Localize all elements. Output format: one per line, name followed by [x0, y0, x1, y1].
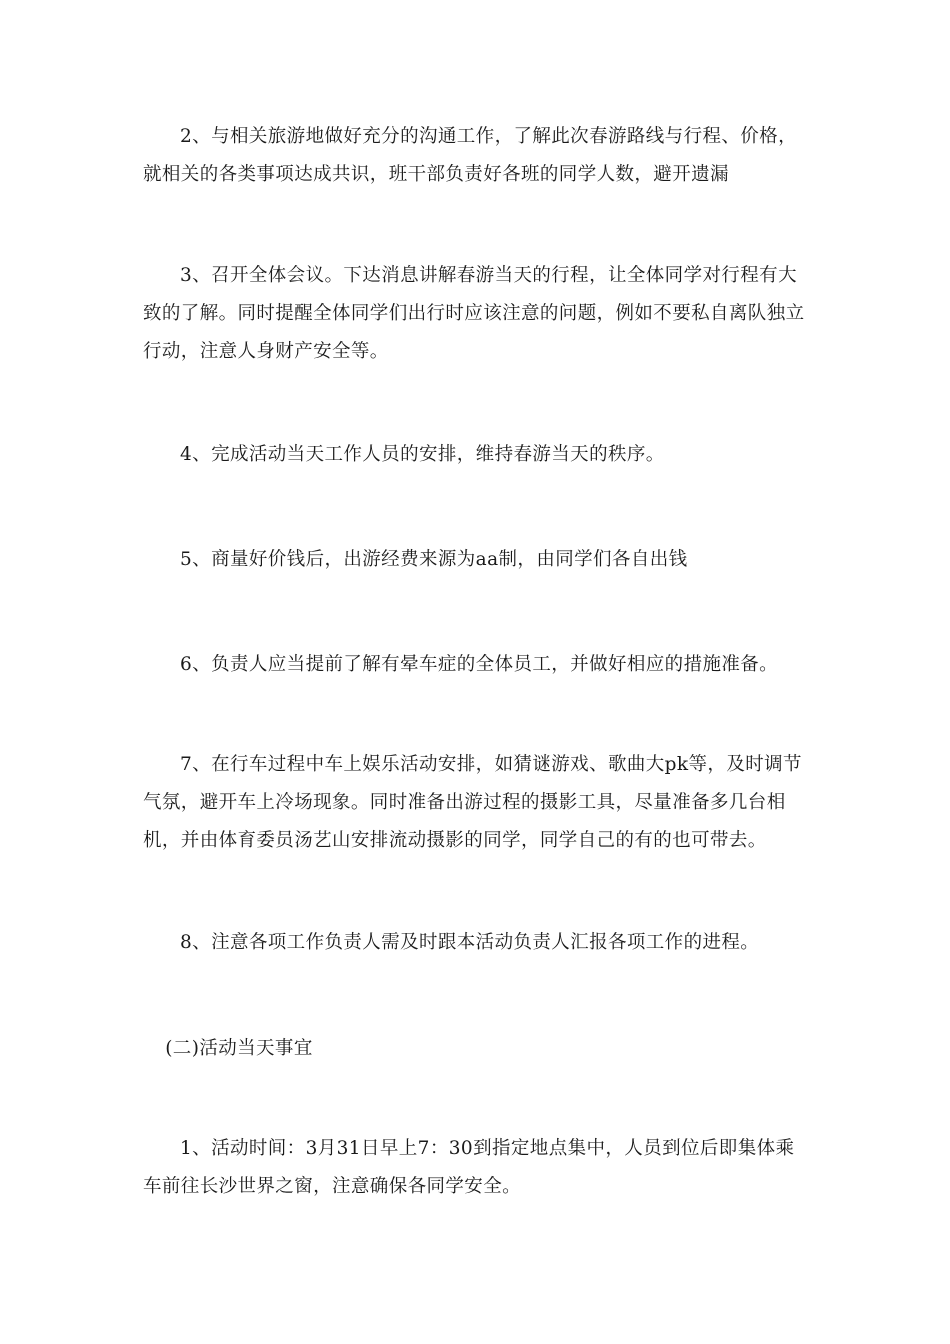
paragraph-item-3: 3、召开全体会议。下达消息讲解春游当天的行程，让全体同学对行程有大致的了解。同时提醒全体同学们出行时应该注意的问题，例如不要私自离队独立行动，注意人身财产安全等。 — [143, 265, 805, 362]
paragraph-item-6: 6、负责人应当提前了解有晕车症的全体员工，并做好相应的措施准备。 — [180, 654, 779, 675]
paragraph-item-7: 7、在行车过程中车上娱乐活动安排，如猜谜游戏、歌曲大pk等，及时调节气氛，避开车上冷场现象。同时准备出游过程的摄影工具，尽量准备多几台相机，并由体育委员汤艺山安排流动摄影的同学，同学自己的有的也可带去。 — [143, 754, 802, 851]
paragraph-item-5: 5、商量好价钱后，出游经费来源为aa制，由同学们各自出钱 — [180, 549, 688, 570]
paragraph-item-4: 4、完成活动当天工作人员的安排，维持春游当天的秩序。 — [180, 444, 665, 465]
paragraph-item-8: 8、注意各项工作负责人需及时跟本活动负责人汇报各项工作的进程。 — [180, 932, 760, 953]
paragraph-item-2: 2、与相关旅游地做好充分的沟通工作，了解此次春游路线与行程、价格，就相关的各类事项达成共识，班干部负责好各班的同学人数，避开遗漏 — [143, 126, 797, 185]
section-heading: (二)活动当天事宜 — [165, 1038, 313, 1059]
paragraph-item-activity-time: 1、活动时间：3月31日早上7：30到指定地点集中，人员到位后即集体乘车前往长沙世界之窗，注意确保各同学安全。 — [143, 1138, 795, 1197]
